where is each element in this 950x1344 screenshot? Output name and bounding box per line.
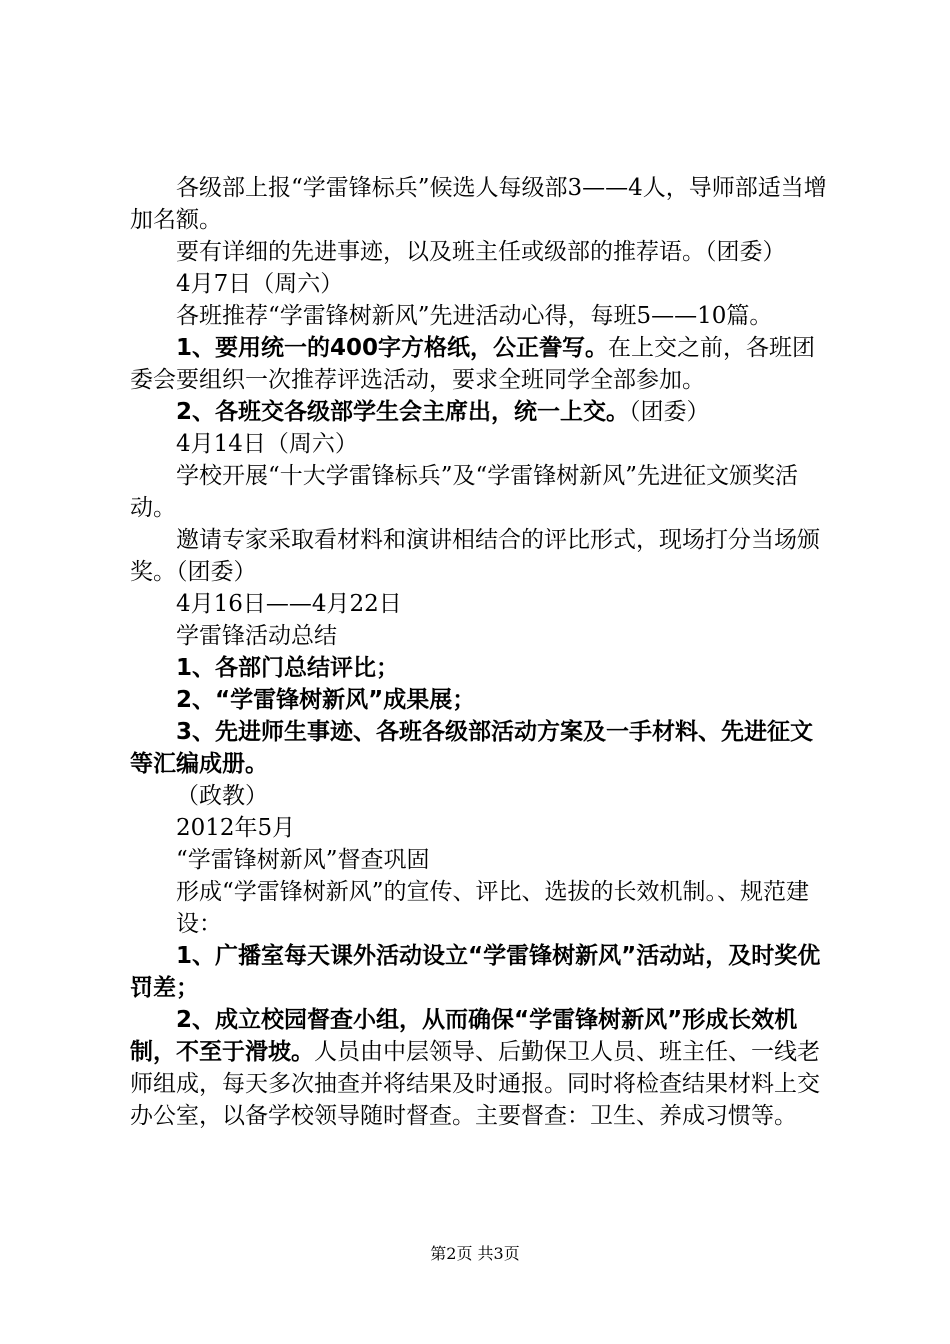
normal-text: （团委） xyxy=(629,399,710,425)
paragraph-expert-review: 邀请专家采取看材料和演讲相结合的评比形式，现场打分当场颁奖。（团委） xyxy=(130,527,820,585)
paragraph-mechanism: 形成“学雷锋树新风”的宣传、评比、选拔的长效机制。、规范建设： xyxy=(176,879,810,937)
date-april-14: 4月14日（周六） xyxy=(176,431,358,457)
list-item-compilation: 3、先进师生事迹、各班各级部活动方案及一手材料、先进征文等汇编成册。 xyxy=(130,719,814,777)
paragraph-owner: （政教） xyxy=(176,783,268,809)
list-item-department-review: 1、各部门总结评比； xyxy=(176,655,400,681)
bold-text: 2、各班交各级部学生会主席出，统一上交。 xyxy=(176,399,630,425)
heading-supervision: “学雷锋树新风”督查巩固 xyxy=(176,847,430,873)
bold-text: 1、要用统一的400字方格纸，公正誊写。 xyxy=(176,335,609,361)
paragraph-recommendation: 要有详细的先进事迹，以及班主任或级部的推荐语。（团委） xyxy=(176,239,786,265)
date-april-7: 4月7日（周六） xyxy=(176,271,344,297)
paragraph-submission xyxy=(130,396,830,428)
paragraph-class-recommend: 各班推荐“学雷锋树新风”先进活动心得，每班5——10篇。 xyxy=(176,303,773,329)
list-item-broadcast: 1、广播室每天课外活动设立“学雷锋树新风”活动站，及时奖优罚差； xyxy=(130,943,821,1001)
paragraph-candidates: 各级部上报“学雷锋标兵”候选人每级部3——4人，导师部适当增加名额。 xyxy=(130,175,827,233)
bold-text: 2、成立校园督查小组，从而确保“学雷锋树新风”形成长效机制，不至于滑坡。 xyxy=(130,1007,798,1065)
normal-text: 在上交之前，各班团委会要组织一次推荐评选活动，要求全班同学全部参加。 xyxy=(130,335,816,393)
document-body xyxy=(130,172,830,1132)
paragraph-inspection-team xyxy=(130,1004,830,1132)
paragraph-paper-requirement xyxy=(130,332,830,396)
paragraph-award-activity: 学校开展“十大学雷锋标兵”及“学雷锋树新风”先进征文颁奖活动。 xyxy=(130,463,799,521)
date-may-2012: 2012年5月 xyxy=(176,815,296,841)
list-item-exhibition: 2、“学雷锋树新风”成果展； xyxy=(176,687,476,713)
date-april-16-22: 4月16日——4月22日 xyxy=(176,591,402,617)
normal-text: 人员由中层领导、后勤保卫人员、班主任、一线老师组成，每天多次抽查并将结果及时通报。同时将检查结果材料上交办公室，以备学校领导随时督查。主要督查：卫生、养成习惯等。 xyxy=(130,1039,820,1129)
page-footer: 第2页 共3页 xyxy=(430,1244,520,1263)
heading-summary: 学雷锋活动总结 xyxy=(176,623,337,649)
